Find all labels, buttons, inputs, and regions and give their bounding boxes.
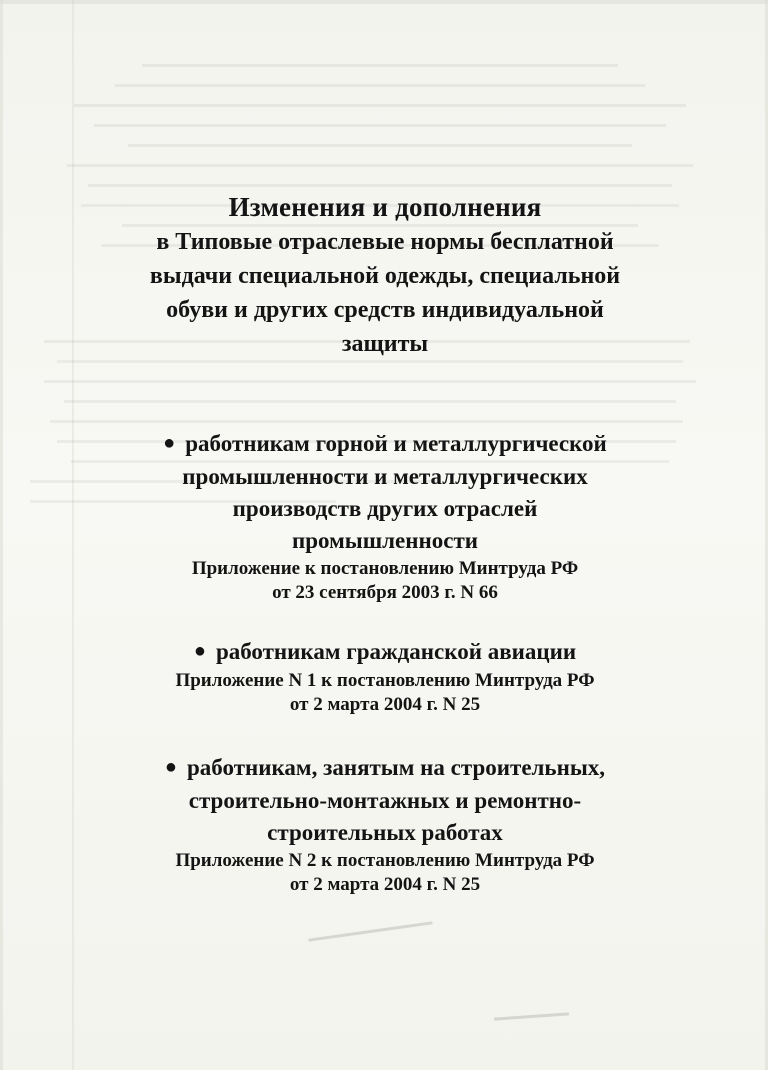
appendix-date: от 2 марта 2004 г. N 25 [289,874,481,895]
recipient-line: промышленности и металлургических [182,464,588,489]
appendix-reference: Приложение к постановлению Минтруда РФ [191,558,579,579]
document-title-block [80,190,690,360]
section-civil-aviation [75,636,695,717]
handwriting-scribble-mark [308,921,432,941]
recipient-text: работникам горной и металлургической [185,431,607,456]
section-mining-metallurgy [75,428,695,605]
bullet-icon: ● [163,432,176,454]
appendix-reference: Приложение N 2 к постановлению Минтруда РФ [175,850,595,871]
subtitle-line-4: защиты [341,331,429,357]
recipient-text: работникам гражданской авиации [215,639,577,664]
subtitle-line-1: в Типовые отраслевые нормы бесплатной [156,229,614,255]
section-construction [75,752,695,897]
recipient-line [75,428,695,461]
recipient-text: работникам, занятым на строительных, [187,755,606,780]
bullet-icon: ● [193,640,206,662]
appendix-date: от 23 сентября 2003 г. N 66 [272,582,498,603]
recipient-line: промышленности [291,528,479,553]
subtitle-line-2: выдачи специальной одежды, специальной [149,263,621,289]
recipient-line: производств других отраслей [232,496,538,521]
page-edge-top [0,0,768,4]
document-title: Изменения и дополнения [228,192,542,222]
subtitle-line-3: обуви и других средств индивидуальной [166,297,604,323]
handwriting-scribble-mark [494,1012,569,1020]
recipient-line [75,636,695,669]
page-edge-left [0,0,3,1070]
bullet-icon: ● [164,756,178,778]
recipient-line: строительно-монтажных и ремонтно- [188,788,582,813]
recipient-line [75,752,695,785]
appendix-reference: Приложение N 1 к постановлению Минтруда РФ [175,670,595,691]
appendix-date: от 2 марта 2004 г. N 25 [289,694,481,715]
recipient-line: строительных работах [267,820,503,845]
